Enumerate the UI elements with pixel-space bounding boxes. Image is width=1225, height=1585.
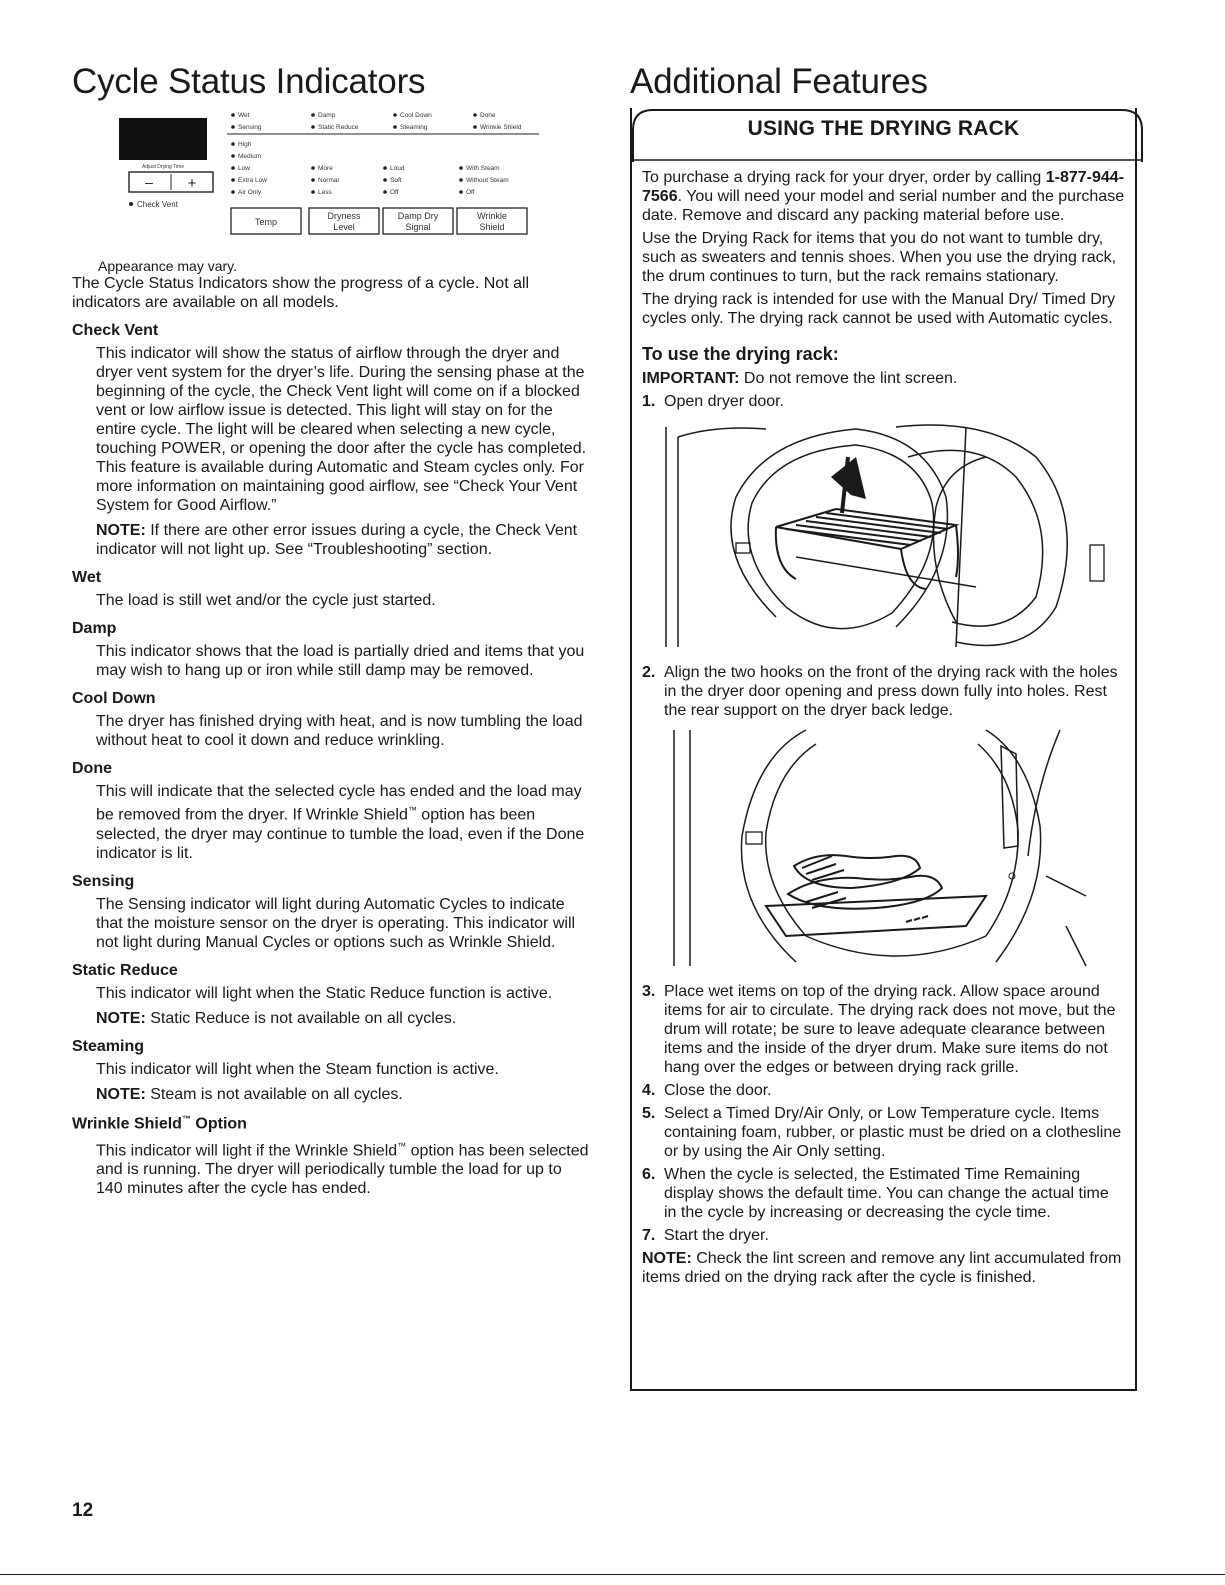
drying-rack-box [630,108,1137,1391]
dryness-button-label-1: Dryness [327,211,361,222]
step-text: Place wet items on top of the drying rack. Allow space around items for air to circulate. The drying rack does not move, but the drum will rotate; be sure to leave adequate clearance between items and the inside of the dryer drum. Make sure items do not hang over the edges or between drying rack grille. [664,983,1116,1077]
option-buttons [231,208,527,234]
step-number: 2. [642,664,656,682]
term-wrinkle-shield [72,1114,592,1133]
static-reduce-description [96,984,592,1028]
note-label: NOTE: [96,1009,146,1027]
term-done: Done [72,760,112,778]
static-reduce-note [96,1009,592,1028]
wrinkle-term-b: Option [190,1114,247,1132]
cycle-restriction-paragraph: The drying rack is intended for use with the Manual Dry/ Timed Dry cycles only. The drying rack cannot be used with Automatic cycles. [642,291,1116,328]
final-note [642,1249,1125,1287]
signal-loud: Loud [390,165,405,173]
sensing-description [96,895,592,952]
usage-paragraph: Use the Drying Rack for items that you do not want to tumble dry, such as sweaters and tennis shoes. When you use the drying rack, the drum continues to turn, but the rack remains stationary. [642,230,1117,286]
note-label: NOTE: [642,1250,692,1268]
check-vent-dot [129,202,133,206]
step-text: When the cycle is selected, the Estimated Time Remaining display shows the default time. You can change the actual time in the cycle by increasing or decreasing the cycle time. [664,1166,1109,1222]
damp-description [96,642,592,680]
steam-with: With Steam [466,165,500,173]
step-number: 3. [642,983,656,1001]
step-number: 7. [642,1227,656,1245]
temp-high: High [238,141,252,149]
wrinkle-button-label-1: Wrinkle [477,211,507,222]
done-text-a: This will indicate that the selected cycle has ended and the load may be removed from the dryer. If Wrinkle Shield [96,783,582,824]
wrinkle-text [96,1137,592,1198]
steam-without: Without Steam [466,177,509,185]
wet-description [96,591,592,610]
status-steaming: Steaming [400,124,428,132]
signal-off: Off [390,189,399,197]
how-to-heading: To use the drying rack: [642,344,839,365]
important-label: IMPORTANT: [642,370,740,388]
damp-dry-button-label-1: Damp Dry [397,211,439,222]
damp-dry-button-label-2: Signal [405,222,431,233]
additional-features-title: Additional Features [630,62,928,101]
adjust-minus: – [145,174,153,191]
term-cool-down: Cool Down [72,690,156,708]
wrinkle-text-a: This indicator will light if the Wrinkle Shield [96,1142,398,1160]
cycle-status-title: Cycle Status Indicators [72,62,426,101]
temp-button-label: Temp [254,217,278,228]
steam-options [459,165,508,196]
bottom-rule [0,1574,1225,1575]
term-static-reduce: Static Reduce [72,961,178,979]
dryness-more: More [318,165,333,173]
term-check-vent: Check Vent [72,322,159,340]
dryness-normal: Normal [318,177,339,185]
rack-with-shoes-illustration [656,726,1125,976]
step-number: 4. [642,1082,656,1100]
temp-low: Low [238,165,250,173]
damp-text: This indicator shows that the load is partially dried and items that you may wish to hang up or iron while still damp may be removed. [96,643,585,680]
control-panel-illustration [119,108,539,248]
purchase-text-b: . You will need your model and serial number and the purchase date. Remove and discard any packing material before use. [642,188,1125,225]
temp-medium: Medium [238,153,262,161]
status-done: Done [480,112,496,120]
step-text: Close the door. [664,1082,772,1100]
term-steaming: Steaming [72,1037,145,1055]
steaming-note-text: Steam is not available on all cycles. [150,1085,403,1103]
purchase-paragraph [642,168,1125,225]
step-7 [642,1226,1125,1245]
phone-number: 1-877-944-7566 [642,169,1125,206]
status-wet: Wet [238,112,250,120]
step-4 [642,1081,1125,1100]
final-note-text: Check the lint screen and remove any lint accumulated from items dried on the drying rack after the cycle is finished. [642,1250,1122,1287]
sensing-text: The Sensing indicator will light during Automatic Cycles to indicate that the moisture sensor on the dryer is operating. This indicator will not light during Manual Cycles or options such as Wrinkle Shield. [96,895,576,951]
right-column [630,62,1150,1391]
trademark: ™ [407,805,417,816]
wrinkle-shield-description [96,1137,592,1198]
step-6 [642,1165,1125,1222]
box-title: USING THE DRYING RACK [747,117,1020,141]
open-door-illustration [656,417,1125,657]
important-note [642,369,1125,388]
control-panel-graphic [119,108,539,248]
important-text: Do not remove the lint screen. [743,370,958,388]
temp-options [231,141,267,196]
status-damp: Damp [318,112,336,120]
cool-down-description [96,712,592,750]
step-text: Open dryer door. [664,393,785,411]
done-text-b: option has been selected, the dryer may continue to tumble the load, even if the Done indicator is lit. [96,806,585,862]
appearance-caption: Appearance may vary. [98,258,238,275]
steam-off: Off [466,189,475,197]
purchase-text-a: To purchase a drying rack for your dryer, order by calling [642,169,1046,187]
trademark: ™ [181,1113,191,1124]
status-cool-down: Cool Down [400,112,432,120]
note-label: NOTE: [96,522,146,540]
steaming-text: This indicator will light when the Steam function is active. [96,1060,499,1078]
term-sensing: Sensing [72,872,135,890]
signal-options [383,165,405,196]
temp-air-only: Air Only [238,189,262,197]
status-static-reduce: Static Reduce [318,124,359,132]
step-number: 1. [642,393,656,411]
check-vent-label: Check Vent [137,200,178,210]
wrinkle-button-label-2: Shield [479,222,505,233]
status-sensing: Sensing [238,124,262,132]
status-row-1 [231,112,496,119]
step-3 [642,982,1125,1077]
steps-list [642,392,1125,411]
steps-list-3 [642,982,1125,1245]
left-column [72,62,592,1204]
wrinkle-text-b: option has been selected and is running. The dryer will periodically tumble the load for up to 140 minutes after the cycle has ended. [96,1142,589,1198]
status-row-2 [231,124,522,131]
done-text [96,782,592,862]
check-vent-note-text: If there are other error issues during a cycle, the Check Vent indicator will not light up. See “Troubleshooting” section. [96,522,578,559]
done-description [96,782,592,862]
open-door-drawing [656,417,1106,652]
term-wet: Wet [72,569,102,587]
signal-soft: Soft [390,177,402,185]
check-vent-note [96,521,592,559]
temp-extra-low: Extra Low [238,177,267,185]
trademark: ™ [397,1140,407,1151]
dryness-button-label-2: Level [333,222,355,233]
dryness-options [311,165,339,196]
time-display [119,118,207,160]
cool-down-text: The dryer has finished drying with heat, and is now tumbling the load without heat to cool it down and reduce wrinkling. [96,713,583,750]
step-number: 5. [642,1105,656,1123]
box-header [632,108,1135,162]
static-reduce-text: This indicator will light when the Static Reduce function is active. [96,984,553,1002]
step-1 [642,392,1125,411]
step-text: Align the two hooks on the front of the drying rack with the holes in the dryer door opening and press down fully into holes. Rest the rear support on the dryer back ledge. [664,664,1118,720]
steps-list-2 [642,663,1125,720]
dryness-less: Less [318,189,332,197]
status-wrinkle-shield: Wrinkle Shield [480,124,522,132]
check-vent-text: This indicator will show the status of airflow through the dryer and dryer vent system for the dryer’s life. During the sensing phase at the beginning of the cycle, the Check Vent light will come on if a blocked vent or low airflow issue is detected. This light will stay on for the entire cycle. The light will be cleared when selecting a new cycle, touching POWER, or opening the door after the cycle has completed. This feature is available during Automatic and Steam cycles only. For more information on maintaining good airflow, see “Check Your Vent System for Good Airflow.” [96,345,587,515]
note-label: NOTE: [96,1085,146,1103]
page-number: 12 [72,1500,94,1521]
check-vent-description [96,344,592,559]
adjust-label: Adjust Drying Time [142,164,184,171]
steaming-description [96,1060,592,1104]
step-text: Start the dryer. [664,1227,769,1245]
intro-paragraph: The Cycle Status Indicators show the progress of a cycle. Not all indicators are available on all models. [72,275,530,312]
rack-with-shoes-drawing [656,726,1106,971]
step-2 [642,663,1125,720]
adjust-plus: + [187,175,197,193]
term-damp: Damp [72,620,117,638]
step-5 [642,1104,1125,1161]
static-reduce-note-text: Static Reduce is not available on all cycles. [150,1009,457,1027]
step-text: Select a Timed Dry/Air Only, or Low Temperature cycle. Items containing foam, rubber, or plastic must be dried on a clothesline or by using the Air Only setting. [664,1105,1122,1161]
steaming-note [96,1085,592,1104]
wet-text: The load is still wet and/or the cycle just started. [96,592,436,610]
wrinkle-term-a: Wrinkle Shield [72,1114,182,1132]
step-number: 6. [642,1166,656,1184]
